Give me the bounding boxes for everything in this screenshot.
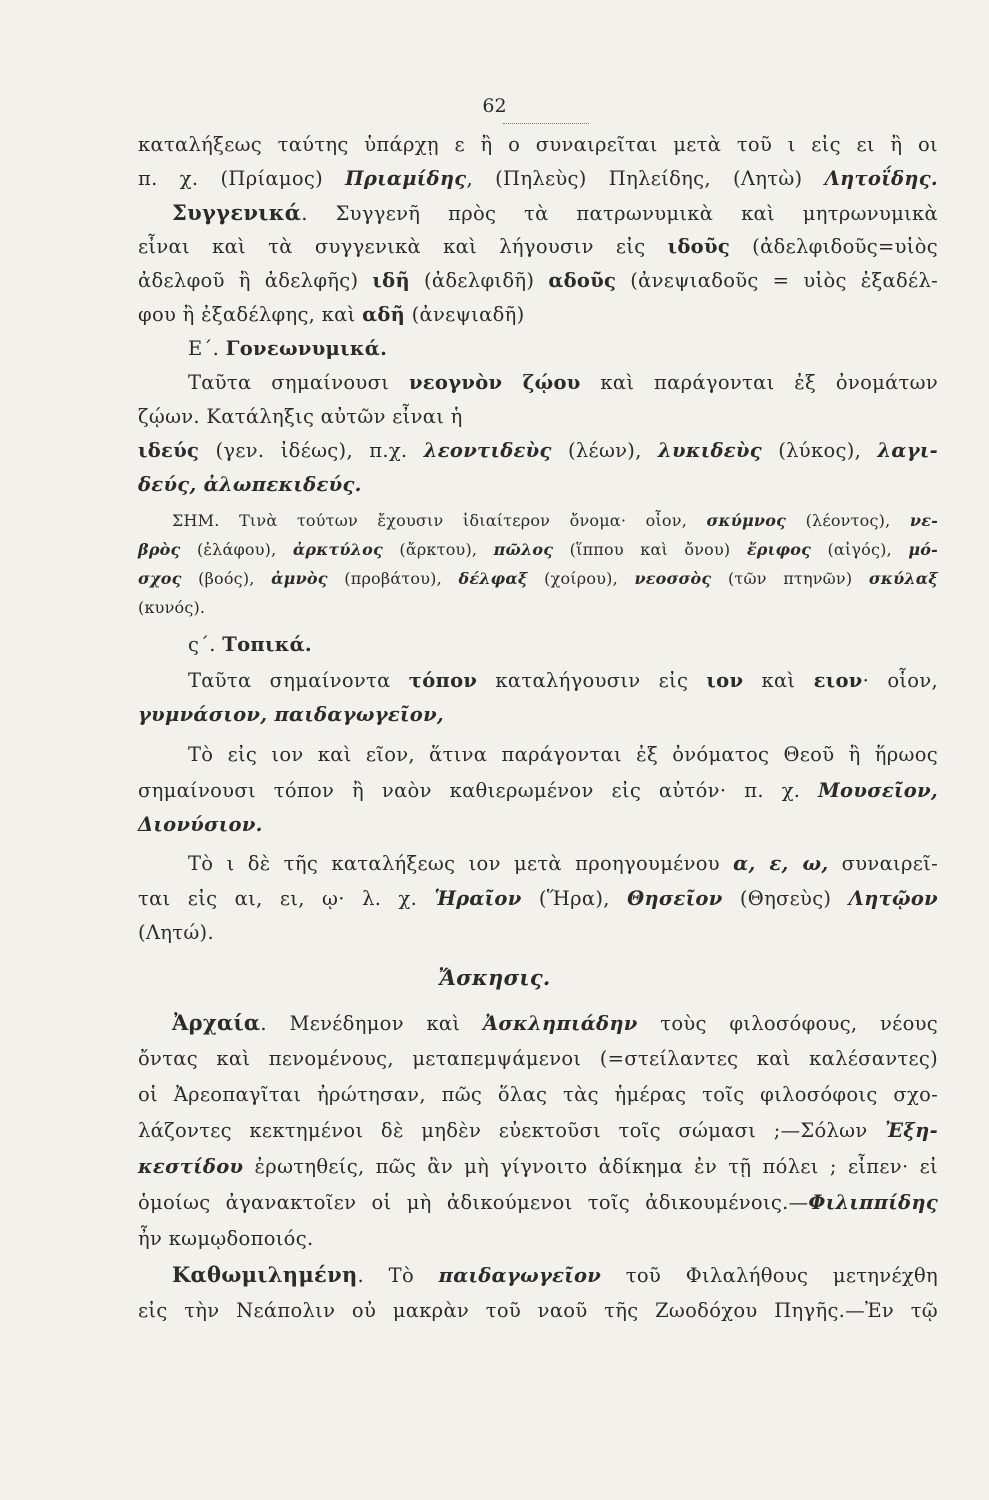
heading-archaia: Ἀρχαία	[172, 1010, 261, 1035]
text-line-7: Ε΄. Γονεωνυμικά.	[188, 337, 388, 360]
text-line-5: ἀδελφοῦ ἢ ἀδελφῆς) ιδῆ (ἀδελφιδῆ) αδοῦς (ἀνεψιαδοῦς = υἱὸς ἐξαδέλ-	[138, 269, 938, 292]
text-line-6: φου ἢ ἐξαδέλφης, καὶ αδῆ (ἀνεψιαδῆ)	[138, 303, 525, 326]
text-line-2: π. χ. (Πρίαμος) Πριαμίδης, (Πηλεὺς) Πηλείδης, (Λητὼ) Λητοΐδης.	[138, 167, 938, 190]
text-line-33: εἰς τὴν Νεάπολιν οὐ μακρὰν τοῦ ναοῦ τῆς Ζωοδόχου Πηγῆς.—Ἐν τῷ	[138, 1299, 938, 1322]
text-line-1: καταλήξεως ταύτης ὑπάρχῃ ε ἢ ο συναιρεῖται μετὰ τοῦ ι εἰς ει ἢ οι	[138, 133, 938, 156]
text-line-22: Τὸ ι δὲ τῆς καταλήξεως ιον μετὰ προηγουμένου α, ε, ω, συναιρεῖ-	[188, 852, 938, 875]
text-line-32: Καθωμιλημένη. Τὸ παιδαγωγεῖον τοῦ Φιλαλήθους μετηνέχθη	[172, 1262, 938, 1287]
text-line-31: ἦν κωμῳδοποιός.	[138, 1227, 314, 1250]
note-line-1: ΣΗΜ. Τινὰ τούτων ἔχουσιν ἰδιαίτερον ὄνομα· οἷον, σκύμνος (λέοντος), νε-	[172, 511, 938, 530]
text-line-25: Ἀρχαία. Μενέδημον καὶ Ἀσκληπιάδην τοὺς φιλοσόφους, νέους	[172, 1010, 938, 1035]
page-number-rule	[503, 123, 589, 124]
text-line-19: Τὸ εἰς ιον καὶ εῖον, ἅτινα παράγονται ἐξ ὀνόματος Θεοῦ ἢ ἥρωος	[188, 743, 938, 766]
heading-kathomilimeni: Καθωμιλημένη	[172, 1262, 358, 1287]
text-line-24: (Λητώ).	[138, 921, 214, 944]
text-line-8: Ταῦτα σημαίνουσι νεογνὸν ζῴου καὶ παράγονται ἐξ ὀνομάτων	[188, 371, 938, 394]
text-line-29: κεστίδου ἐρωτηθείς, πῶς ἂν μὴ γίγνοιτο ἀδίκημα ἐν τῇ πόλει ; εἶπεν· εἰ	[138, 1155, 938, 1178]
text-line-10: ιδεύς (γεν. ἰδέως), π.χ. λεοντιδεὺς (λέων), λυκιδεὺς (λύκος), λαγι-	[138, 439, 939, 462]
heading-topika: Τοπικά.	[222, 633, 313, 656]
text-line-16: ς΄. Τοπικά.	[188, 633, 313, 656]
text-line-3: Συγγενικά. Συγγενῆ πρὸς τὰ πατρωνυμικὰ καὶ μητρωνυμικὰ	[172, 200, 938, 225]
heading-goneonymika: Γονεωνυμικά.	[225, 337, 388, 360]
text-line-11: δεύς, ἀλωπεκιδεύς.	[138, 473, 362, 496]
text-line-20: σημαίνουσι τόπον ἢ ναὸν καθιερωμένον εἰς αὐτόν· π. χ. Μουσεῖον,	[138, 779, 938, 802]
note-line-4: (κυνός).	[138, 598, 206, 617]
note-line-2: βρὸς (ἐλάφου), ἀρκτύλος (ἄρκτου), πῶλος (ἵππου καὶ ὄνου) ἔριφος (αἰγός), μό-	[138, 540, 938, 559]
text-line-28: λάζοντες κεκτημένοι δὲ μηδὲν εὐεκτοῦσι τοῖς σώμασι ;—Σόλων Ἐξη-	[138, 1119, 938, 1142]
text-line-9: ζῴων. Κατάληξις αὐτῶν εἶναι ἡ	[138, 405, 463, 428]
text-line-18: γυμνάσιον, παιδαγωγεῖον,	[138, 703, 444, 726]
text-line-17: Ταῦτα σημαίνοντα τόπον καταλήγουσιν εἰς ιον καὶ ειον· οἷον,	[188, 669, 939, 692]
text-line-27: οἱ Ἀρεοπαγῖται ἠρώτησαν, πῶς ὅλας τὰς ἡμέρας τοῖς φιλοσόφοις σχο-	[138, 1083, 938, 1106]
text-line-23: ται εἰς αι, ει, ῳ· λ. χ. Ἡραῖον (Ἥρα), Θησεῖον (Θησεὺς) Λητῷον	[138, 887, 938, 910]
heading-syggenika: Συγγενικά	[172, 200, 302, 225]
section-heading: Ἄσκησις.	[438, 965, 551, 990]
text-line-30: ὁμοίως ἀγανακτοῖεν οἱ μὴ ἀδικούμενοι τοῖς ἀδικουμένοις.—Φιλιππίδης	[138, 1191, 938, 1214]
text-line-26: ὄντας καὶ πενομένους, μεταπεμψάμενοι (=στείλαντες καὶ καλέσαντες)	[138, 1047, 938, 1070]
text-line-21: Διονύσιον.	[138, 813, 263, 836]
text-line-4: εἶναι καὶ τὰ συγγενικὰ καὶ λήγουσιν εἰς ιδοῦς (ἀδελφιδοῦς=υἱὸς	[138, 235, 938, 258]
note-line-3: σχος (βοός), ἀμνὸς (προβάτου), δέλφαξ (χοίρου), νεοσσὸς (τῶν πτηνῶν) σκύλαξ	[138, 569, 938, 588]
page-number: 62	[482, 95, 507, 117]
